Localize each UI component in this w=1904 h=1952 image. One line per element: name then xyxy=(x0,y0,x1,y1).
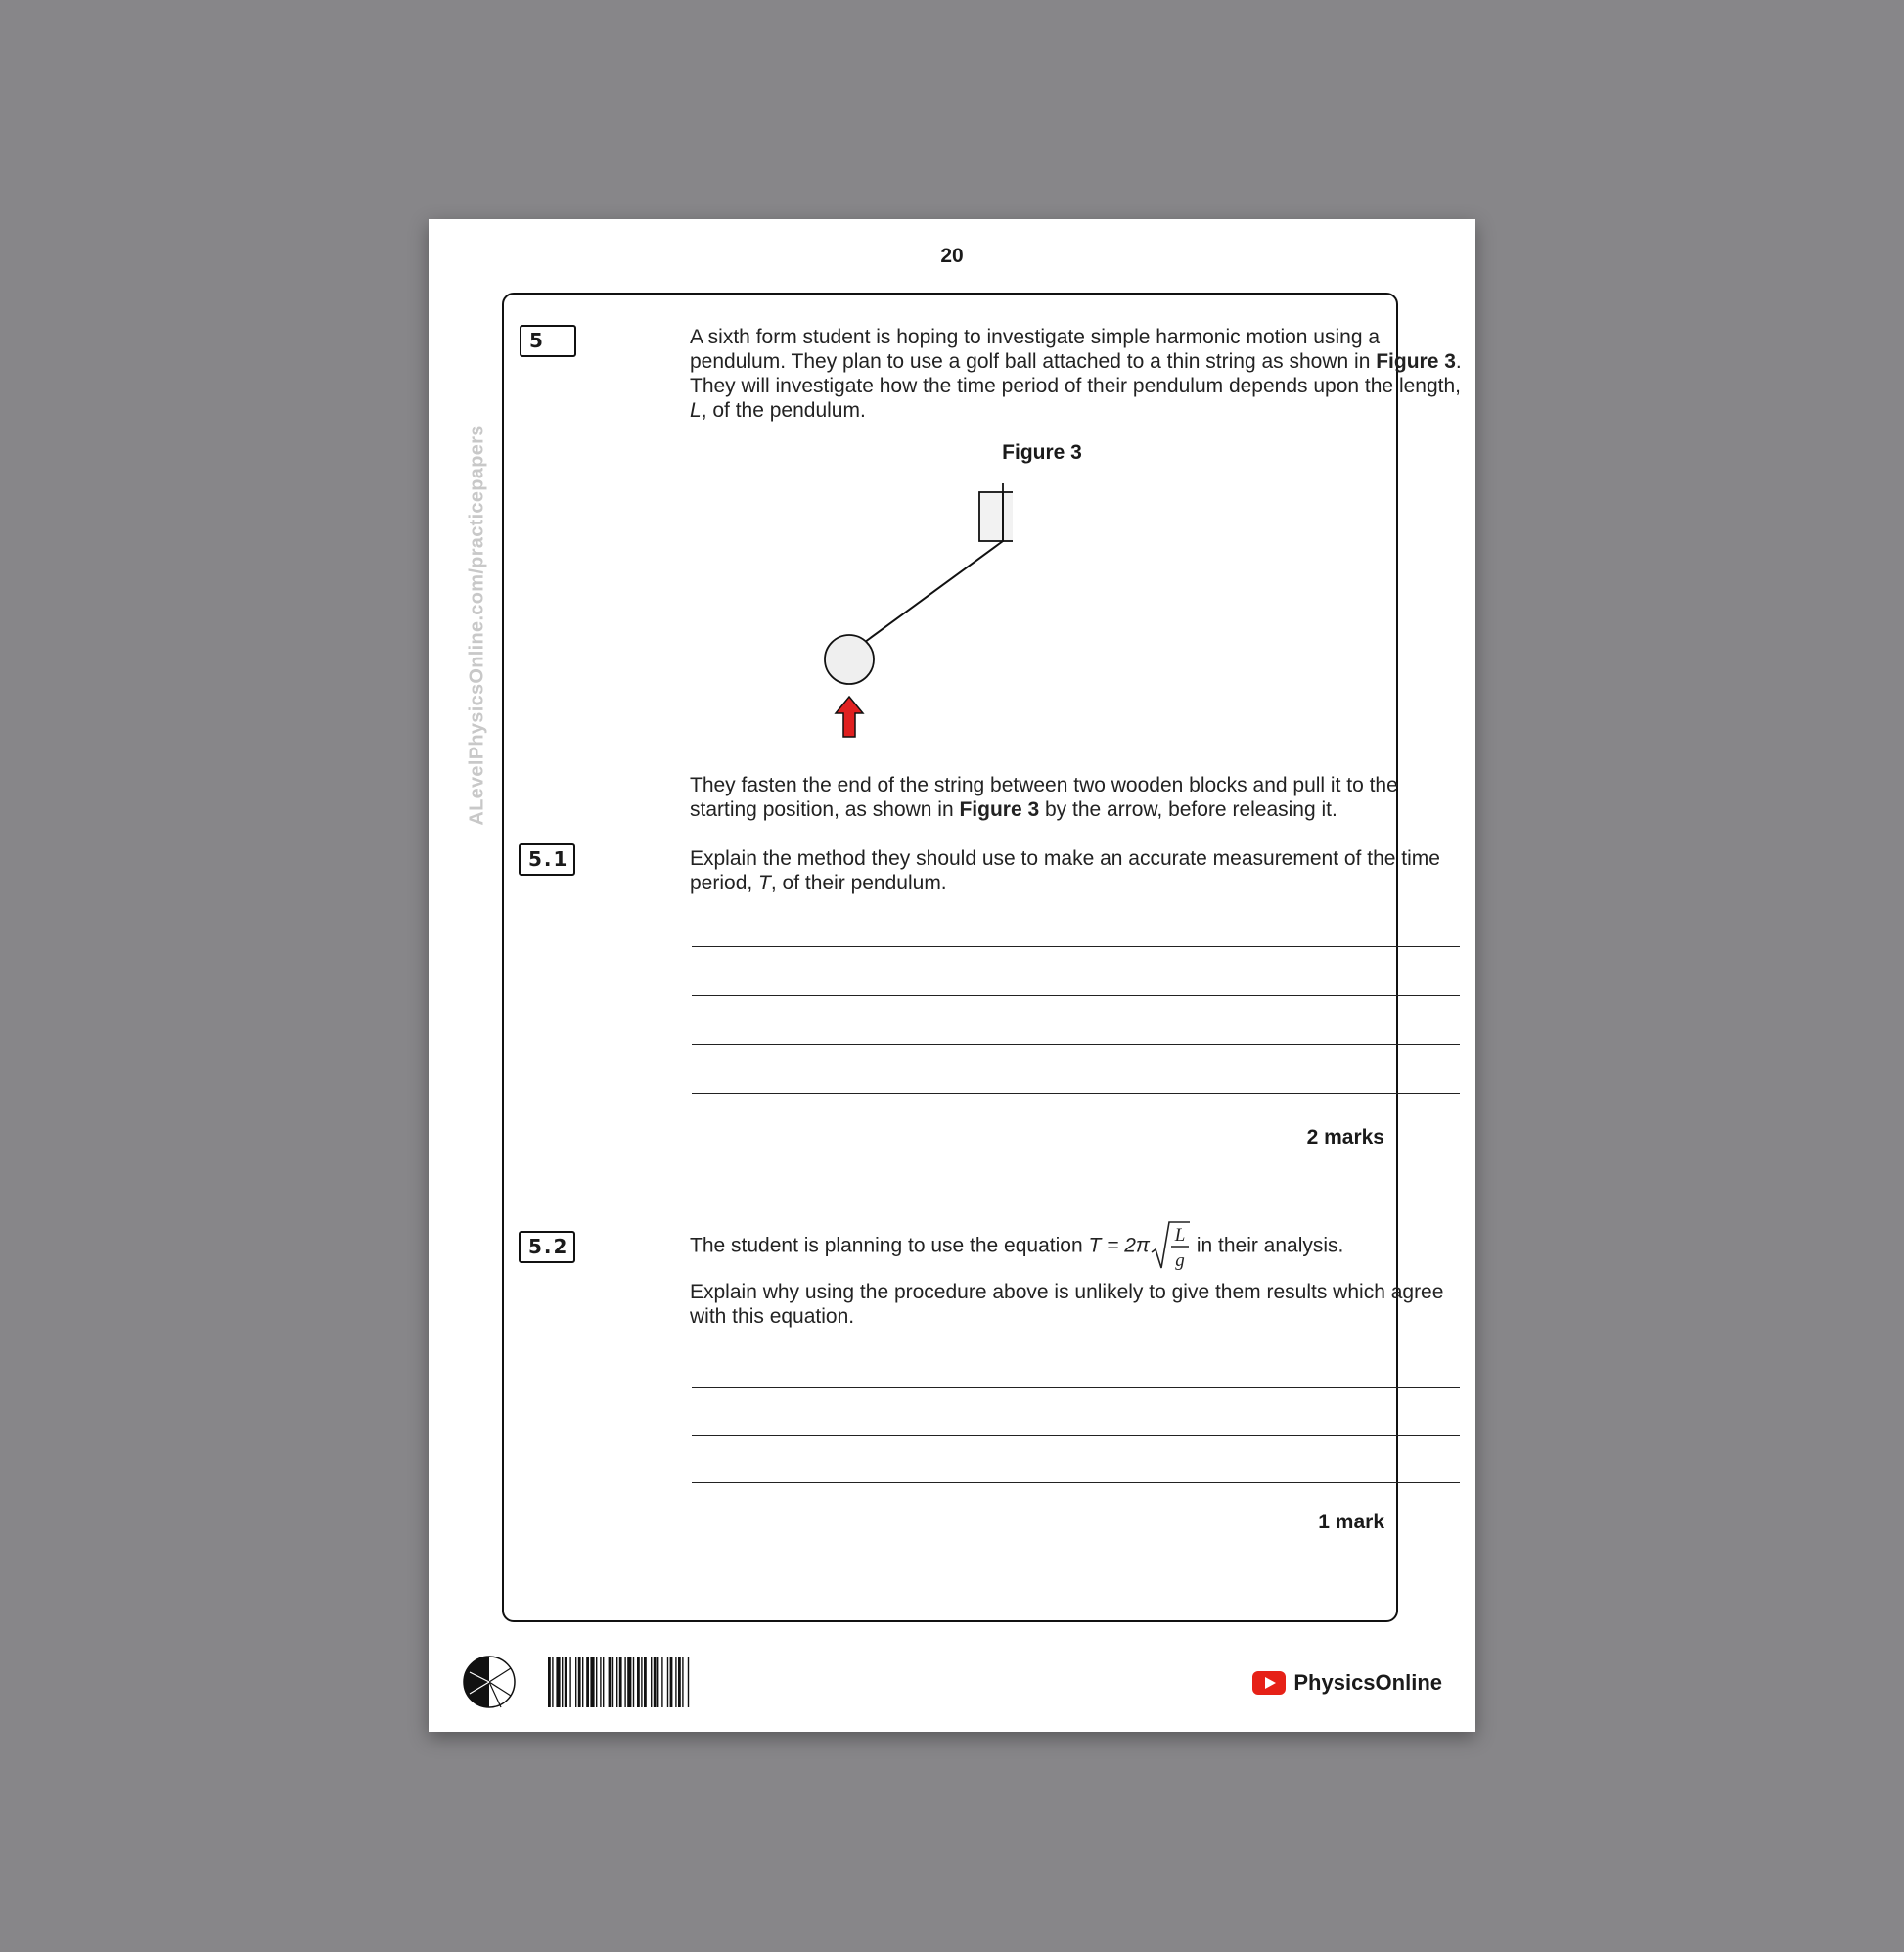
question-number-5-1: 5.1 xyxy=(519,843,575,876)
question-frame xyxy=(502,293,1462,1622)
barcode-bar xyxy=(586,1657,589,1707)
square-root-fraction xyxy=(1150,1219,1191,1274)
pendulum-string xyxy=(861,541,1003,645)
barcode-bar xyxy=(637,1657,640,1707)
answer-line-5-1-d[interactable] xyxy=(692,1093,1460,1094)
exam-page xyxy=(429,219,1475,1732)
barcode-bar xyxy=(578,1657,581,1707)
barcode-bar xyxy=(633,1657,634,1707)
golf-ball xyxy=(825,635,874,684)
answer-line-5-1-a[interactable] xyxy=(692,946,1460,947)
barcode-bar xyxy=(627,1657,631,1707)
barcode-bar xyxy=(616,1657,617,1707)
barcode xyxy=(548,1657,769,1707)
barcode-bar xyxy=(548,1657,551,1707)
equation-denominator: g xyxy=(1175,1250,1185,1271)
youtube-icon xyxy=(1252,1671,1286,1695)
barcode-bar xyxy=(641,1657,642,1707)
figure-title: Figure 3 xyxy=(1002,441,1082,464)
barcode-bar xyxy=(552,1657,553,1707)
answer-line-5-2-a[interactable] xyxy=(692,1387,1460,1388)
question-5-intro: A sixth form student is hoping to investigate simple harmonic motion using a pendulum. They plan to use a golf ball attached to a thin string as shown in Figure 3. They will investigate how the time period of their pendulum depends upon the length, L, of the pendulum. xyxy=(690,326,1462,422)
barcode-bar xyxy=(644,1657,647,1707)
question-5-1-text: Explain the method they should use to make an accurate measurement of the time period, T, of their pendulum. xyxy=(690,847,1440,894)
barcode-bar xyxy=(600,1657,601,1707)
barcode-bar xyxy=(657,1657,658,1707)
marks-5-1: 2 marks xyxy=(1306,1126,1384,1149)
barcode-bar xyxy=(661,1657,662,1707)
barcode-bar xyxy=(675,1657,676,1707)
answer-line-5-1-b[interactable] xyxy=(692,995,1460,996)
barcode-bar xyxy=(603,1657,604,1707)
barcode-bar xyxy=(582,1657,583,1707)
answer-line-5-2-b[interactable] xyxy=(692,1435,1460,1436)
barcode-bar xyxy=(596,1657,597,1707)
marks-5-2: 1 mark xyxy=(1318,1511,1384,1533)
question-5-2-text: The student is planning to use the equation T = 2π L g in their analysis. xyxy=(690,1219,1463,1274)
question-5-2-instruction: Explain why using the procedure above is unlikely to give them results which agree with this equation. xyxy=(690,1281,1444,1328)
answer-line-5-1-c[interactable] xyxy=(692,1044,1460,1045)
barcode-bar xyxy=(619,1657,622,1707)
barcode-bar xyxy=(590,1657,594,1707)
physicsonline-brand xyxy=(1252,1670,1442,1696)
side-watermark-url xyxy=(466,415,489,836)
page-number: 20 xyxy=(940,245,964,267)
barcode-bar xyxy=(565,1657,567,1707)
barcode-bar xyxy=(667,1657,668,1707)
barcode-bar xyxy=(556,1657,560,1707)
question-number-5-2: 5.2 xyxy=(519,1231,575,1263)
barcode-bar xyxy=(624,1657,625,1707)
release-arrow xyxy=(836,697,863,737)
barcode-bar xyxy=(654,1657,657,1707)
barcode-bar xyxy=(678,1657,681,1707)
equation-numerator: L xyxy=(1174,1225,1186,1246)
barcode-bar xyxy=(562,1657,563,1707)
question-number-5: 5 xyxy=(520,325,576,357)
barcode-bar xyxy=(682,1657,683,1707)
barcode-bar xyxy=(612,1657,613,1707)
barcode-bar xyxy=(609,1657,612,1707)
equation-lhs: T = 2π xyxy=(1088,1234,1150,1257)
barcode-bar xyxy=(575,1657,576,1707)
pendulum-figure xyxy=(758,480,1013,764)
barcode-bar xyxy=(688,1657,689,1707)
side-url-text: ALevelPhysicsOnline.com/practicepapers xyxy=(466,425,488,826)
barcode-bar xyxy=(670,1657,673,1707)
barcode-bar xyxy=(569,1657,570,1707)
question-5-setup: They fasten the end of the string between two wooden blocks and pull it to the starting position, as shown in Figure 3 by the arrow, before releasing it. xyxy=(690,774,1398,821)
answer-line-5-2-c[interactable] xyxy=(692,1482,1460,1483)
wooden-block-right xyxy=(1003,492,1013,541)
brand-name: PhysicsOnline xyxy=(1293,1670,1442,1695)
barcode-bar xyxy=(651,1657,652,1707)
wooden-block-left xyxy=(979,492,1003,541)
exam-board-logo-icon xyxy=(462,1655,517,1709)
